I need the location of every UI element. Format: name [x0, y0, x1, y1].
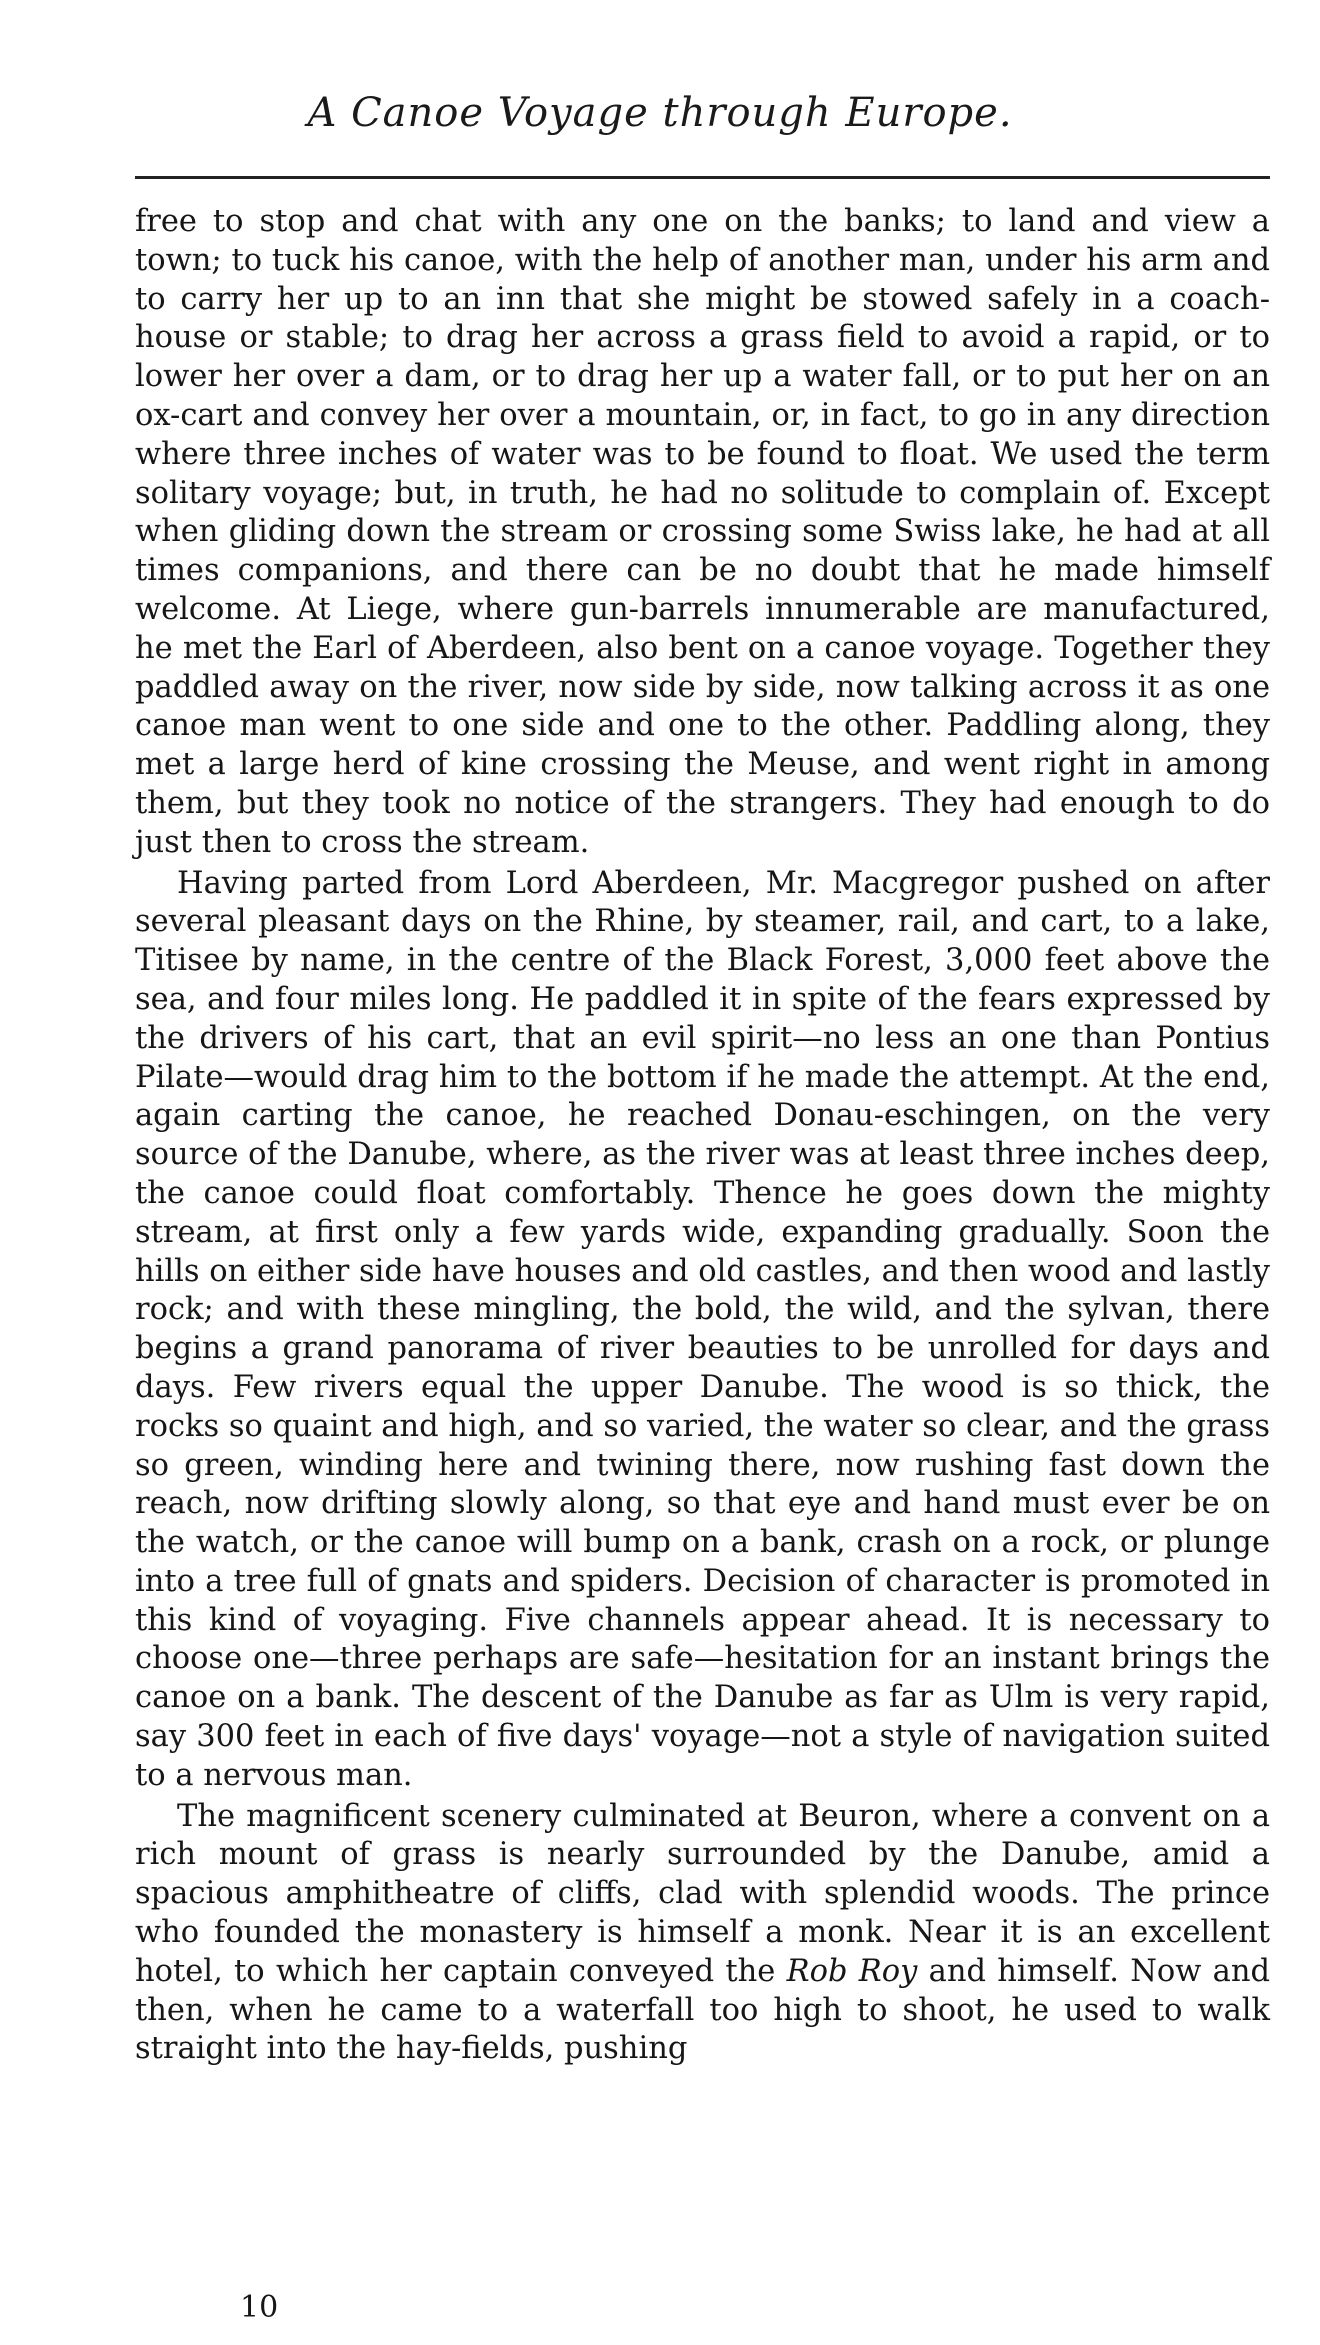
paragraph-beuron-text-after: and himself. Now and then, when he came to a waterfall too high to shoot, he used to walk straight into the hay-fields, pushing: [135, 1953, 1271, 2067]
header-rule: [135, 176, 1270, 179]
canoe-name-italic: Rob Roy: [786, 1953, 918, 1989]
body-text: [135, 203, 1270, 2069]
paragraph-beuron: [135, 1798, 1270, 2070]
paragraph-continuation: free to stop and chat with any one on the banks; to land and view a town; to tuck his canoe, with the help of another man, under his arm and to carry her up to an inn that she might be stowed safely in a coach-house or stable; to drag her across a grass field to avoid a rapid, or to lower her over a dam, or to drag her up a water fall, or to put her on an ox-cart and convey her over a mountain, or, in fact, to go in any direction where three inches of water was to be found to float. We used the term solitary voyage; but, in truth, he had no solitude to complain of. Except when gliding down the stream or crossing some Swiss lake, he had at all times companions, and there can be no doubt that he made himself welcome. At Liege, where gun-barrels innumerable are manufactured, he met the Earl of Aberdeen, also bent on a canoe voyage. Together they paddled away on the river, now side by side, now talking across it as one canoe man went to one side and one to the other. Paddling along, they met a large herd of kine crossing the Meuse, and went right in among them, but they took no notice of the strangers. They had enough to do just then to cross the stream.: [135, 204, 1270, 860]
paragraph-beuron-text-before: The magnificent scenery culminated at Beuron, where a convent on a rich mount of grass is nearly surrounded by the Danube, amid a spacious amphitheatre of cliffs, clad with splendid woods. The prince who founded the monastery is himself a monk. Near it is an excellent hotel, to which her captain conveyed the: [135, 1798, 1270, 1989]
paragraph-danube-voyage: Having parted from Lord Aberdeen, Mr. Macgregor pushed on after several pleasant days on the Rhine, by steamer, rail, and cart, to a lake, Titisee by name, in the centre of the Black Forest, 3,000 feet above the sea, and four miles long. He paddled it in spite of the fears expressed by the drivers of his cart, that an evil spirit—no less an one than Pontius Pilate—would drag him to the bottom if he made the attempt. At the end, again carting the canoe, he reached Donau-eschingen, on the very source of the Danube, where, as the river was at least three inches deep, the canoe could float comfortably. Thence he goes down the mighty stream, at first only a few yards wide, expanding gradually. Soon the hills on either side have houses and old castles, and then wood and lastly rock; and with these mingling, the bold, the wild, and the sylvan, there begins a grand panorama of river beauties to be unrolled for days and days. Few rivers equal the upper Danube. The wood is so thick, the rocks so quaint and high, and so varied, the water so clear, and the grass so green, winding here and twining there, now rushing fast down the reach, now drifting slowly along, so that eye and hand must ever be on the watch, or the canoe will bump on a bank, crash on a rock, or plunge into a tree full of gnats and spiders. Decision of character is promoted in this kind of voyaging. Five channels appear ahead. It is necessary to choose one—three perhaps are safe—hesitation for an instant brings the canoe on a bank. The descent of the Danube as far as Ulm is very rapid, say 300 feet in each of five days' voyage—not a style of navigation suited to a nervous man.: [135, 865, 1270, 1793]
page-number: 10: [240, 2290, 279, 2325]
running-title: A Canoe Voyage through Europe.: [307, 90, 1013, 136]
